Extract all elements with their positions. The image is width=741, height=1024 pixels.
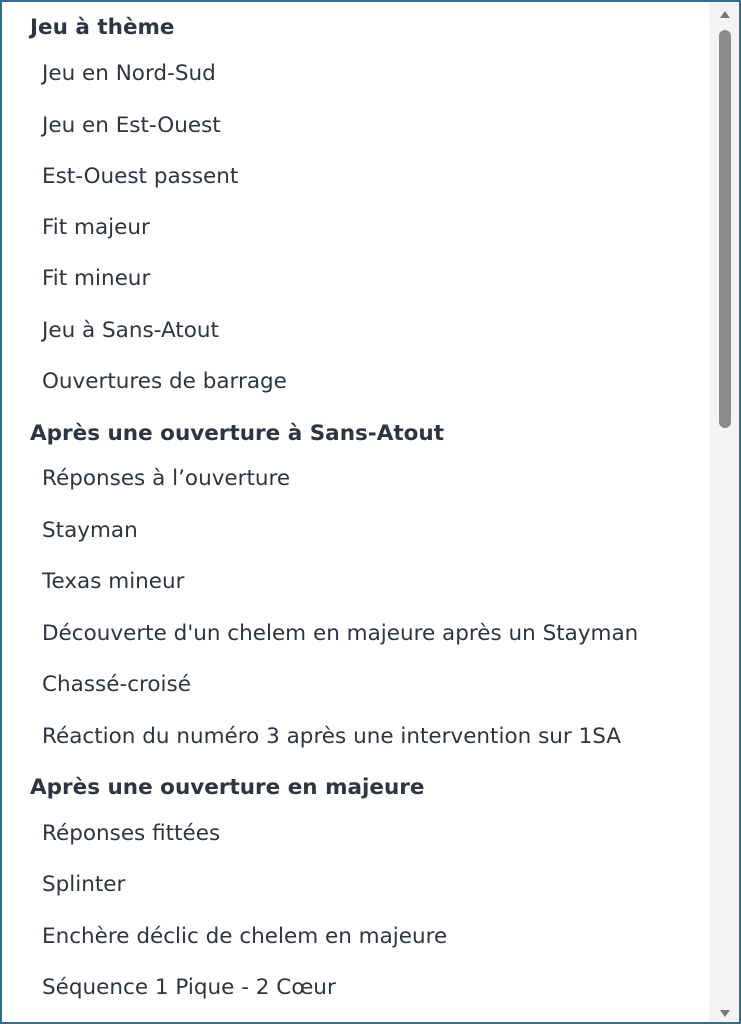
list-item[interactable]: Découverte d'un chelem en majeure après un Stayman xyxy=(42,621,639,646)
list-item[interactable]: Séquence 1 Pique - 2 Cœur xyxy=(42,975,336,1000)
list-item[interactable]: Réponses fittées xyxy=(42,821,221,846)
group-header: Après une ouverture à Sans-Atout xyxy=(30,421,444,446)
list-item[interactable]: Réaction du numéro 3 après une intervention sur 1SA xyxy=(42,724,622,749)
list-item[interactable]: Fit majeur xyxy=(42,215,150,240)
option-list xyxy=(2,2,709,1022)
list-item[interactable]: Réponses à l’ouverture xyxy=(42,466,291,491)
scroll-up-arrow-icon[interactable] xyxy=(720,11,730,18)
list-item[interactable]: Enchère déclic de chelem en majeure xyxy=(42,924,448,949)
list-item[interactable]: Est-Ouest passent xyxy=(42,164,239,189)
list-item[interactable]: Fit mineur xyxy=(42,266,151,291)
list-item[interactable]: Jeu en Est-Ouest xyxy=(42,113,221,138)
list-item[interactable]: Ouvertures de barrage xyxy=(42,369,287,394)
scrollbar-thumb[interactable] xyxy=(719,30,731,428)
list-item[interactable]: Jeu à Sans-Atout xyxy=(42,318,219,343)
list-item[interactable]: Texas mineur xyxy=(42,569,185,594)
group-header: Après une ouverture en majeure xyxy=(30,775,425,800)
group-header: Jeu à thème xyxy=(30,15,175,40)
list-item[interactable]: Jeu en Nord-Sud xyxy=(42,61,216,86)
list-item[interactable]: Chassé-croisé xyxy=(42,672,191,697)
list-item[interactable]: Splinter xyxy=(42,872,126,897)
vertical-scrollbar[interactable] xyxy=(709,2,739,1022)
list-item[interactable]: Stayman xyxy=(42,518,138,543)
scroll-down-arrow-icon[interactable] xyxy=(720,1010,730,1017)
